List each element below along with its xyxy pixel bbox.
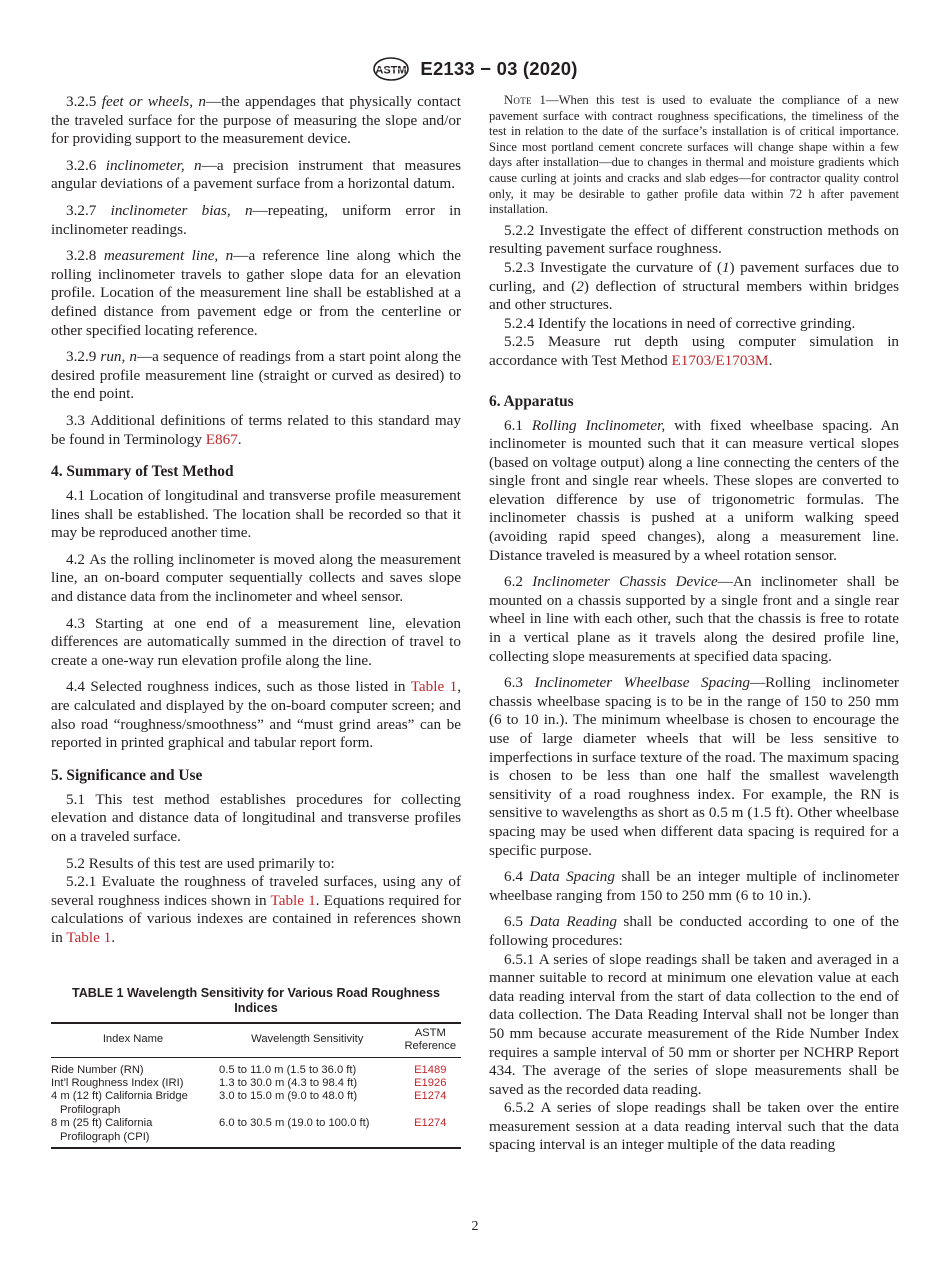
astm-reference-link[interactable]: E1274: [414, 1117, 447, 1130]
link-table-1[interactable]: Table 1: [270, 891, 316, 909]
wavelength-sensitivity: 0.5 to 11.0 m (1.5 to 36.0 ft): [219, 1063, 357, 1076]
right-column: [489, 93, 899, 1155]
table-row: [51, 1077, 461, 1090]
table-title: TABLE 1 Wavelength Sensitivity for Various Road Roughness Indices: [71, 985, 441, 1016]
astm-reference-link[interactable]: E1926: [414, 1076, 447, 1089]
paragraph-3-2-5: 3.2.5 feet or wheels, n—the appendages that physically contact the traveled surface for the purpose of measuring the slope and/or for providing support to the measurement device.: [51, 93, 462, 148]
paragraph-5-2-4: 5.2.4 Identify the locations in need of corrective grinding.: [504, 314, 856, 332]
index-name: Ride Number (RN): [51, 1063, 144, 1076]
paragraph-5-2: 5.2 Results of this test are used primarily to:: [66, 854, 335, 872]
svg-text:ASTM: ASTM: [375, 64, 407, 77]
column-header: Wavelength Sensitivity: [251, 1033, 364, 1046]
index-name: 8 m (25 ft) California Profilograph (CPI): [51, 1117, 153, 1143]
wavelength-sensitivity: 3.0 to 15.0 m (9.0 to 48.0 ft): [219, 1090, 358, 1103]
paragraph-3-2-9: 3.2.9 run, n—a sequence of readings from a start point along the desired profile measurement line (straight or curved as desired) to the end point.: [51, 348, 461, 403]
paragraph-6-5-1: 6.5.1 A series of slope readings shall be taken and averaged in a manner suitable to record at minimum one elevation value at each data reading interval from the start of data collection to the end of data collection. The Data Reading Interval shall not be longer than 50 mm because accurate measurement of the Ride Number Index requires a sample interval of 50 mm or shorter per NCHRP Report 434. The average of the series of slope measurements shall be saved as the recorded data reading.: [489, 950, 900, 1098]
link-table-1[interactable]: Table 1: [410, 678, 458, 696]
wavelength-sensitivity-table: [51, 1022, 461, 1149]
paragraph-4-2: 4.2 As the rolling inclinometer is moved along the measurement line, an on-board computer sequentially collects and saves slope and distance data from the inclinometer and wheel sensor.: [51, 550, 461, 606]
link-e1703[interactable]: E1703/E1703M: [671, 351, 769, 369]
note-1: Note 1—When this test is used to evaluate the compliance of a new pavement surface with contract roughness specifications, the timeliness of the test in relation to the date of the surface’s installation is of critical importance. Since most portland cement concrete surfaces will change shape within a few days after installation—due to changes in thermal and moisture gradients which cause curling at joints and cracks and slab edges—for contractor quality control only, it may be desirable to gather profile data within 72 h after pavement installation.: [489, 93, 899, 217]
left-column: [51, 93, 461, 1149]
paragraph-4-3: 4.3 Starting at one end of a measurement line, elevation differences are automatically summed in the direction of travel to create a one-way run elevation profile along the line.: [51, 614, 462, 669]
paragraph-5-2-5: 5.2.5 Measure rut depth using computer simulation in accordance with Test Method E1703/E1703M.: [489, 333, 900, 369]
column-header: ASTM Reference: [404, 1026, 457, 1053]
paragraph-6-3: 6.3 Inclinometer Wheelbase Spacing—Rolling inclinometer chassis wheelbase spacing is to be in the range of 150 to 250 mm (6 to 10 in.). The minimum wheelbase is chosen to encourage the use of large diameter wheels that will be less sensitive to imperfections in surface texture of the road. The maximum spacing is chosen to be less than one half the smallest wavelength sensitivity of a road roughness index. For example, the RN is sensitive to wavelengths as short as 0.5 m (1.5 ft). Other wheelbase spacing may be used when different data spacing is required for a specific purpose.: [489, 674, 899, 859]
link-e867[interactable]: E867: [205, 430, 238, 448]
paragraph-4-4: 4.4 Selected roughness indices, such as those listed in Table 1, are calculated and displayed by the on-board computer screen; and also road “roughness/smoothness” and “must grind areas” can be reported in printed graphical and tabular report form.: [51, 678, 462, 752]
paragraph-6-2: 6.2 Inclinometer Chassis Device—An inclinometer shall be mounted on a chassis supported by a single front and a single rear wheel in line with each other, such that the chassis is free to rotate in a vertical plane as it travels along the desired profile line, collecting slope measurements at specified data spacing.: [489, 573, 899, 665]
astm-reference-link[interactable]: E1489: [414, 1063, 447, 1076]
column-header: Index Name: [102, 1033, 164, 1046]
paragraph-6-4: 6.4 Data Spacing shall be an integer multiple of inclinometer wheelbase ranging from 150 to 250 mm (6 to 10 in.).: [489, 868, 899, 904]
paragraph-6-1: 6.1 Rolling Inclinometer, with fixed wheelbase spacing. An inclinometer is mounted such that it can measure vertical slopes (based on voltage output) along a line connecting the centers of the single front and single rear wheels. These slopes are converted to elevation difference by use of trigonometric formulas. The inclinometer chassis is pushed at a uniform walking speed (avoiding rapid speed changes), along a measurement line. Distance traveled is measured by a wheel rotation sensor.: [489, 416, 900, 564]
section-6-heading: 6. Apparatus: [489, 392, 574, 410]
index-name: Int’l Roughness Index (IRI): [51, 1076, 184, 1089]
paragraph-4-1: 4.1 Location of longitudinal and transverse profile measurement lines shall be established. The location shall be recorded so that it may be reproduced another time.: [51, 487, 461, 542]
astm-logo-icon: [372, 56, 410, 82]
wavelength-sensitivity: 6.0 to 30.5 m (19.0 to 100.0 ft): [219, 1117, 370, 1130]
wavelength-sensitivity: 1.3 to 30.0 m (4.3 to 98.4 ft): [219, 1076, 358, 1089]
section-4-heading: 4. Summary of Test Method: [51, 463, 234, 481]
page-number: 2: [471, 1219, 479, 1234]
paragraph-3-2-8: 3.2.8 measurement line, n—a reference line along which the rolling inclinometer travels to gather slope data for an elevation profile. Location of the measurement line shall be established at a defined distance from pavement edge or from the centerline or other specified locating reference.: [51, 247, 461, 339]
paragraph-5-2-1: 5.2.1 Evaluate the roughness of traveled surfaces, using any of several roughness indices shown in Table 1. Equations required for calculations of various indexes are contained in references shown in Table 1.: [51, 873, 462, 946]
paragraph-3-2-6: 3.2.6 inclinometer, n—a precision instrument that measures angular deviations of a pavement surface from a horizontal datum.: [51, 156, 462, 193]
paragraph-5-2-3: 5.2.3 Investigate the curvature of (1) pavement surfaces due to curling, and (2) deflection of structural members within bridges and other structures.: [489, 258, 900, 314]
section-5-heading: 5. Significance and Use: [51, 766, 203, 784]
table-header-row: [51, 1023, 461, 1057]
paragraph-6-5-2: 6.5.2 A series of slope readings shall be taken over the entire measurement session at a data reading interval such that the data spacing interval is an integer multiple of the data reading: [489, 1099, 900, 1154]
paragraph-5-1: 5.1 This test method establishes procedures for collecting elevation and distance data of longitudinal and transverse profiles on a traveled surface.: [51, 790, 461, 845]
table-1: [51, 986, 461, 1149]
paragraph-6-5: 6.5 Data Reading shall be conducted according to one of the following procedures:: [489, 913, 899, 949]
table-row: [51, 1057, 461, 1077]
astm-reference-link[interactable]: E1274: [414, 1090, 447, 1103]
table-row: [51, 1090, 461, 1117]
paragraph-3-3: 3.3 Additional definitions of terms related to this standard may be found in Terminology E867.: [51, 411, 461, 448]
link-table-1[interactable]: Table 1: [66, 928, 112, 946]
paragraph-5-2-2: 5.2.2 Investigate the effect of different construction methods on resulting pavement surface roughness.: [489, 221, 900, 258]
document-designation: E2133 − 03 (2020): [420, 58, 578, 79]
index-name: 4 m (12 ft) California Bridge Profilograph: [51, 1090, 188, 1116]
paragraph-3-2-7: 3.2.7 inclinometer bias, n—repeating, uniform error in inclinometer readings.: [51, 201, 461, 238]
page-header: [0, 56, 950, 86]
table-row: [51, 1117, 461, 1148]
